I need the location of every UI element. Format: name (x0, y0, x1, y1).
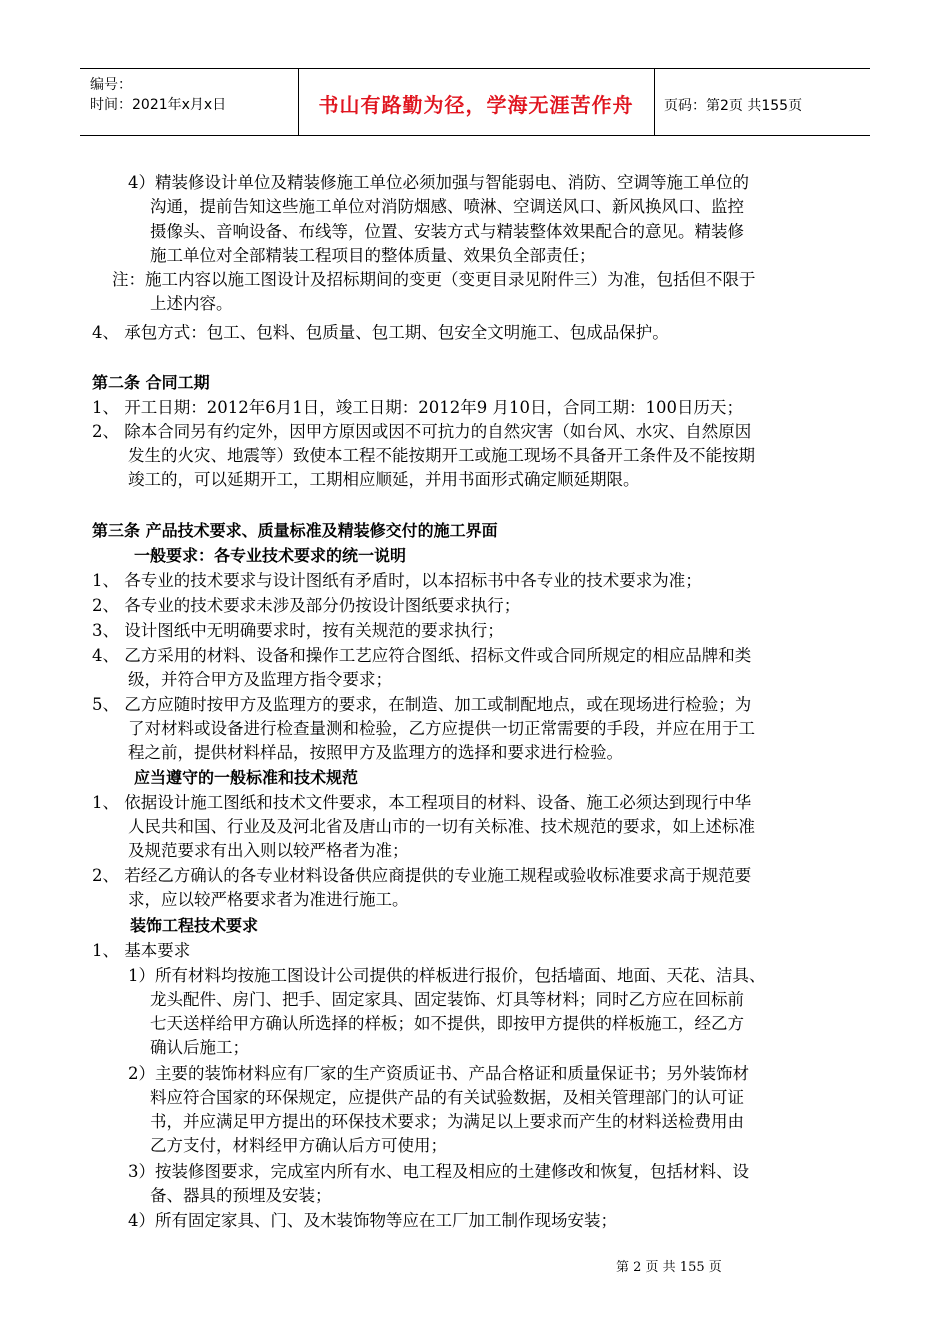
text-line: 4、 乙方采用的材料、设备和操作工艺应符合图纸、招标文件或合同所规定的相应品牌和类 (92, 646, 752, 665)
header-info (90, 75, 226, 115)
text-line: 1）所有材料均按施工图设计公司提供的样板进行报价，包括墙面、地面、天花、洁具、 (128, 966, 766, 985)
text-line: 备、器具的预埋及安装； (150, 1186, 332, 1205)
text-line: 竣工的，可以延期开工，工期相应顺延，并用书面形式确定顺延期限。 (128, 470, 640, 489)
text-line: 料应符合国家的环保规定，应提供产品的有关试验数据，及相关管理部门的认可证 (150, 1088, 744, 1107)
text-line: 发生的火灾、地震等）致使本工程不能按期开工或施工现场不具备开工条件及不能按期 (128, 446, 755, 465)
subsection-heading: 一般要求：各专业技术要求的统一说明 (134, 546, 407, 565)
text-line: 1、 各专业的技术要求与设计图纸有矛盾时，以本招标书中各专业的技术要求为准； (92, 571, 702, 590)
divider (654, 69, 655, 135)
text-line: 1、 基本要求 (92, 941, 191, 960)
text-line: 上述内容。 (150, 294, 233, 313)
text-line: 4）精装修设计单位及精装修施工单位必须加强与智能弱电、消防、空调等施工单位的 (128, 173, 749, 192)
text-line: 了对材料或设备进行检查量测和检验，乙方应提供一切正常需要的手段，并应在用于工 (128, 719, 755, 738)
text-line: 沟通，提前告知这些施工单位对消防烟感、喷淋、空调送风口、新风换风口、监控 (150, 197, 744, 216)
text-line: 2、 各专业的技术要求未涉及部分仍按设计图纸要求执行； (92, 596, 521, 615)
text-line: 2、 若经乙方确认的各专业材料设备供应商提供的专业施工规程或验收标准要求高于规范要 (92, 866, 752, 885)
text-line: 施工单位对全部精装工程项目的整体质量、效果负全部责任； (150, 246, 596, 265)
page-number-label: 页码：第2页 共155页 (664, 98, 803, 114)
page-footer: 第 2 页 共 155 页 (616, 1260, 722, 1275)
text-line: 2、 除本合同另有约定外，因甲方原因或因不可抗力的自然灾害（如台风、水灾、自然原因 (92, 422, 752, 441)
text-line: 及规范要求有出入则以较严格者为准； (128, 841, 409, 860)
text-line: 确认后施工； (150, 1038, 249, 1057)
text-line: 3）按装修图要求，完成室内所有水、电工程及相应的土建修改和恢复，包括材料、设 (128, 1162, 749, 1181)
text-line: 级，并符合甲方及监理方指令要求； (128, 670, 392, 689)
text-line: 1、 依据设计施工图纸和技术文件要求，本工程项目的材料、设备、施工必须达到现行中华 (92, 793, 752, 812)
code-label: 编号： (90, 77, 132, 93)
subsection-heading: 应当遵守的一般标准和技术规范 (134, 768, 359, 787)
section-heading: 第三条 产品技术要求、质量标准及精装修交付的施工界面 (92, 521, 498, 540)
text-line: 5、 乙方应随时按甲方及监理方的要求，在制造、加工或制配地点，或在现场进行检验；为 (92, 695, 752, 714)
text-line: 龙头配件、房门、把手、固定家具、固定装饰、灯具等材料；同时乙方应在回标前 (150, 990, 744, 1009)
text-line: 书，并应满足甲方提出的环保技术要求；为满足以上要求而产生的材料送检费用由 (150, 1112, 744, 1131)
text-line: 七天送样给甲方确认所选择的样板；如不提供，即按甲方提供的样板施工，经乙方 (150, 1014, 744, 1033)
note-line: 注：施工内容以施工图设计及招标期间的变更（变更目录见附件三）为准，包括但不限于 (112, 270, 756, 289)
motto: 书山有路勤为径，学海无涯苦作舟 (318, 93, 634, 117)
text-line: 4、 承包方式：包工、包料、包质量、包工期、包安全文明施工、包成品保护。 (92, 323, 669, 342)
text-line: 3、 设计图纸中无明确要求时，按有关规范的要求执行； (92, 621, 504, 640)
page-header (80, 68, 870, 136)
text-line: 1、 开工日期：2012年6月1日，竣工日期：2012年9 月10日，合同工期：100日历天； (92, 398, 743, 417)
date-label: 时间：2021年x月x日 (90, 97, 227, 113)
text-line: 求，应以较严格要求者为准进行施工。 (128, 890, 409, 909)
text-line: 摄像头、音响设备、布线等，位置、安装方式与精装整体效果配合的意见。精装修 (150, 222, 744, 241)
text-line: 程之前，提供材料样品，按照甲方及监理方的选择和要求进行检验。 (128, 743, 623, 762)
text-line: 乙方支付，材料经甲方确认后方可使用； (150, 1136, 447, 1155)
text-line: 2）主要的装饰材料应有厂家的生产资质证书、产品合格证和质量保证书；另外装饰材 (128, 1064, 749, 1083)
text-line: 人民共和国、行业及及河北省及唐山市的一切有关标准、技术规范的要求，如上述标准 (128, 817, 755, 836)
text-line: 4）所有固定家具、门、及木装饰物等应在工厂加工制作现场安装； (128, 1211, 617, 1230)
subsection-heading: 装饰工程技术要求 (130, 916, 259, 935)
section-heading: 第二条 合同工期 (92, 373, 210, 392)
